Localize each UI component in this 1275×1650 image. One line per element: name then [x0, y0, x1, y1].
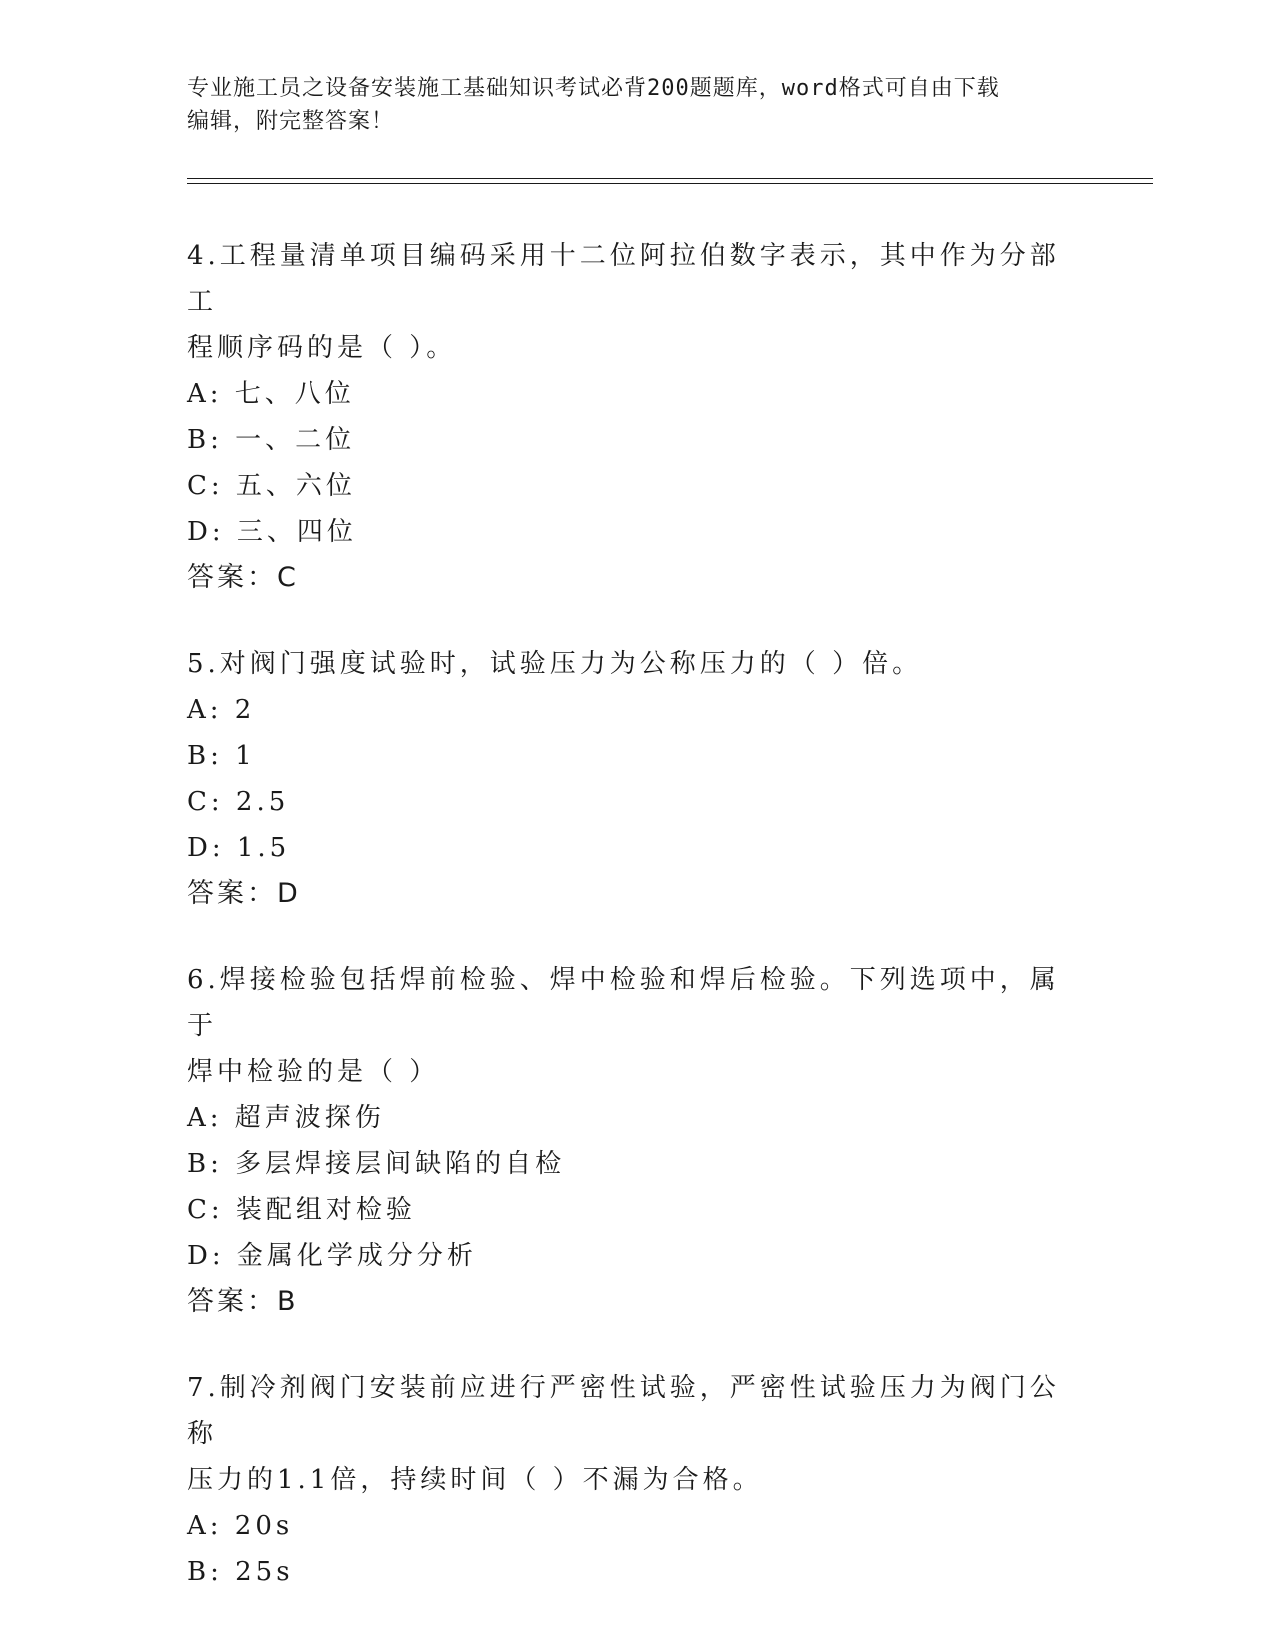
question-stem: 7.制冷剂阀门安装前应进行严密性试验，严密性试验压力为阀门公称	[187, 1373, 1060, 1449]
document-header	[187, 72, 1067, 138]
question-5	[187, 641, 1087, 917]
option-b: B: 一、二位	[187, 425, 356, 455]
option-b: B: 多层焊接层间缺陷的自检	[187, 1149, 566, 1179]
question-list	[187, 233, 1087, 1635]
question-stem-continued: 压力的1.1倍，持续时间（ ）不漏为合格。	[187, 1465, 763, 1495]
option-a: A: 20s	[187, 1511, 294, 1541]
option-d: D: 三、四位	[187, 517, 357, 547]
header-divider-top	[187, 178, 1153, 179]
option-d: D: 1.5	[187, 833, 291, 863]
answer-label: 答案：C	[187, 562, 299, 593]
header-divider-bottom	[187, 183, 1153, 184]
option-d: D: 金属化学成分分析	[187, 1241, 477, 1271]
option-c: C: 2.5	[187, 787, 290, 817]
header-title-line-2: 编辑，附完整答案！	[187, 109, 395, 134]
option-a: A: 2	[187, 695, 256, 725]
option-c: C: 装配组对检验	[187, 1195, 416, 1225]
question-stem-continued: 程顺序码的是（ ）。	[187, 333, 457, 363]
option-b: B: 1	[187, 741, 256, 771]
question-4	[187, 233, 1087, 601]
question-stem: 4.工程量清单项目编码采用十二位阿拉伯数字表示，其中作为分部工	[187, 241, 1060, 317]
option-a: A: 超声波探伤	[187, 1103, 385, 1133]
answer-label: 答案：D	[187, 878, 301, 909]
question-stem: 5.对阀门强度试验时，试验压力为公称压力的（ ）倍。	[187, 649, 923, 679]
option-c: C: 五、六位	[187, 471, 356, 501]
question-stem: 6.焊接检验包括焊前检验、焊中检验和焊后检验。下列选项中，属于	[187, 965, 1060, 1041]
option-a: A: 七、八位	[187, 379, 355, 409]
answer-label: 答案：B	[187, 1286, 299, 1317]
header-title-line-1: 专业施工员之设备安装施工基础知识考试必背200题题库，word格式可自由下载	[187, 76, 1000, 101]
question-stem-continued: 焊中检验的是（ ）	[187, 1057, 440, 1087]
option-b: B: 25s	[187, 1557, 294, 1587]
question-6	[187, 957, 1087, 1325]
question-7	[187, 1365, 1087, 1595]
